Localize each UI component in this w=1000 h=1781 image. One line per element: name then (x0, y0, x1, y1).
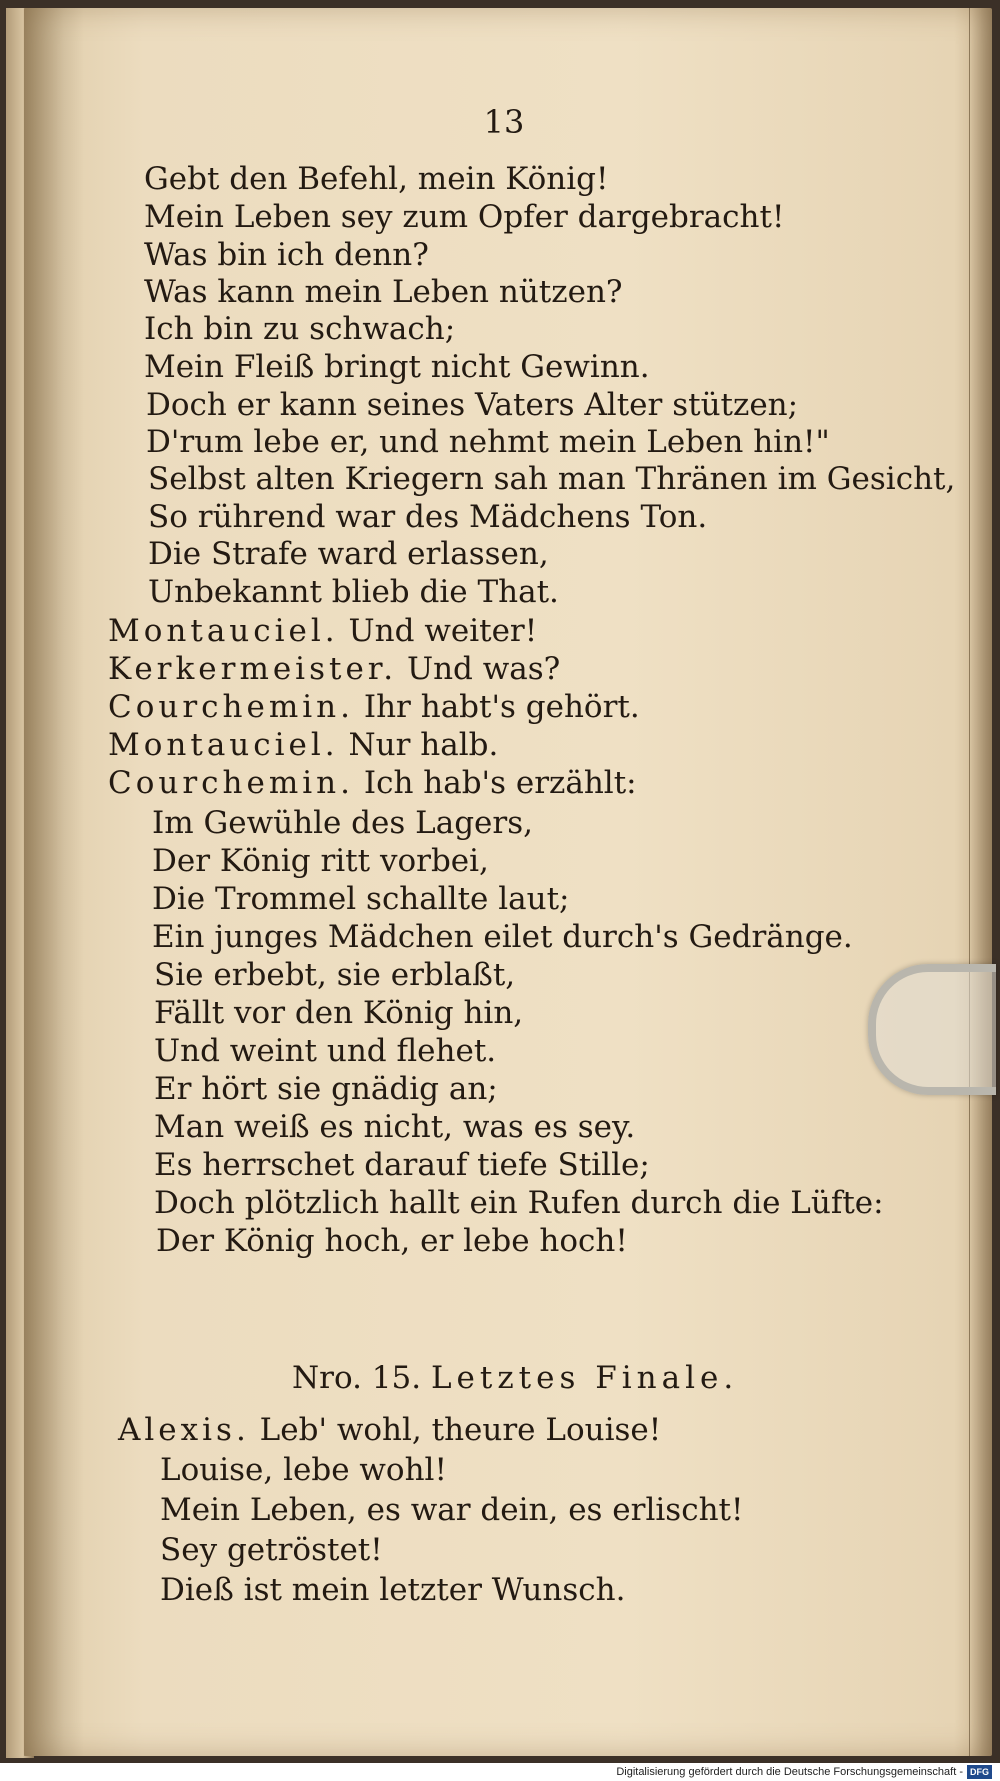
speaker-name: Courchemin. (108, 765, 354, 801)
footer-bar (0, 1763, 1000, 1781)
verse-line: D'rum lebe er, und nehmt mein Leben hin!" (146, 424, 830, 460)
dfg-logo: DFG (967, 1765, 992, 1779)
verse-line: Und weint und flehet. (154, 1033, 497, 1069)
dialogue-line (108, 688, 640, 726)
dialogue-line (108, 650, 560, 688)
verse-line: Dieß ist mein letzter Wunsch. (160, 1572, 626, 1608)
verse-line: Im Gewühle des Lagers, (152, 805, 533, 841)
verse-line: Es herrschet darauf tiefe Stille; (154, 1147, 650, 1183)
page-text (24, 8, 992, 1756)
credit-text: Digitalisierung gefördert durch die Deutsche Forschungsgemeinschaft - (616, 1766, 963, 1778)
verse-line: Die Strafe ward erlassen, (148, 536, 549, 572)
speaker-name: Courchemin. (108, 689, 354, 725)
verse-line: So rührend war des Mädchens Ton. (148, 499, 708, 535)
speech-text: Und was? (406, 651, 561, 687)
speech-text: Und weiter! (348, 613, 538, 649)
speech-text: Ihr habt's gehört. (363, 689, 640, 725)
verse-line: Ein junges Mädchen eilet durch's Gedränge. (152, 919, 853, 955)
speaker-name: Kerkermeister. (108, 651, 398, 687)
digitization-credit (616, 1763, 992, 1781)
speaker-name: Montauciel. (108, 727, 339, 763)
verse-line: Er hört sie gnädig an; (154, 1071, 498, 1107)
verse-line: Der König ritt vorbei, (152, 843, 489, 879)
page-number: 13 (483, 103, 525, 141)
verse-line: Mein Leben, es war dein, es erlischt! (160, 1492, 744, 1528)
speech-text: Leb' wohl, theure Louise! (259, 1412, 662, 1448)
verse-line: Doch er kann seines Vaters Alter stützen; (146, 387, 799, 423)
section-number: Nro. 15. (292, 1360, 422, 1396)
verse-line: Der König hoch, er lebe hoch! (156, 1223, 628, 1259)
verse-line: Selbst alten Kriegern sah man Thränen im Gesicht, (148, 461, 956, 497)
dialogue-line (118, 1411, 661, 1449)
section-heading (292, 1360, 738, 1396)
verse-line: Sie erbebt, sie erblaßt, (154, 957, 516, 993)
verse-line: Man weiß es nicht, was es sey. (154, 1109, 636, 1145)
verse-line: Mein Leben sey zum Opfer dargebracht! (144, 199, 785, 235)
speech-text: Ich hab's erzählt: (363, 765, 637, 801)
verse-line: Ich bin zu schwach; (144, 311, 456, 347)
speech-text: Nur halb. (348, 727, 499, 763)
verse-line: Louise, lebe wohl! (160, 1452, 447, 1488)
speaker-name: Montauciel. (108, 613, 339, 649)
verse-line: Doch plötzlich hallt ein Rufen durch die Lüfte: (154, 1185, 884, 1221)
dialogue-line (108, 612, 537, 650)
verse-line: Was bin ich denn? (144, 237, 429, 273)
dialogue-line (108, 726, 498, 764)
verse-line: Unbekannt blieb die That. (148, 574, 559, 610)
verse-line: Gebt den Befehl, mein König! (144, 161, 609, 197)
verse-line: Sey getröstet! (160, 1532, 383, 1568)
verse-line: Was kann mein Leben nützen? (144, 274, 623, 310)
verse-line: Die Trommel schallte laut; (152, 881, 570, 917)
book-page (24, 8, 992, 1756)
verse-line: Mein Fleiß bringt nicht Gewinn. (144, 349, 650, 385)
speaker-name: Alexis. (118, 1412, 250, 1448)
dialogue-line (108, 764, 637, 802)
section-title: Letztes Finale. (430, 1360, 739, 1396)
paper-clip (868, 964, 996, 1095)
verse-line: Fällt vor den König hin, (154, 995, 524, 1031)
